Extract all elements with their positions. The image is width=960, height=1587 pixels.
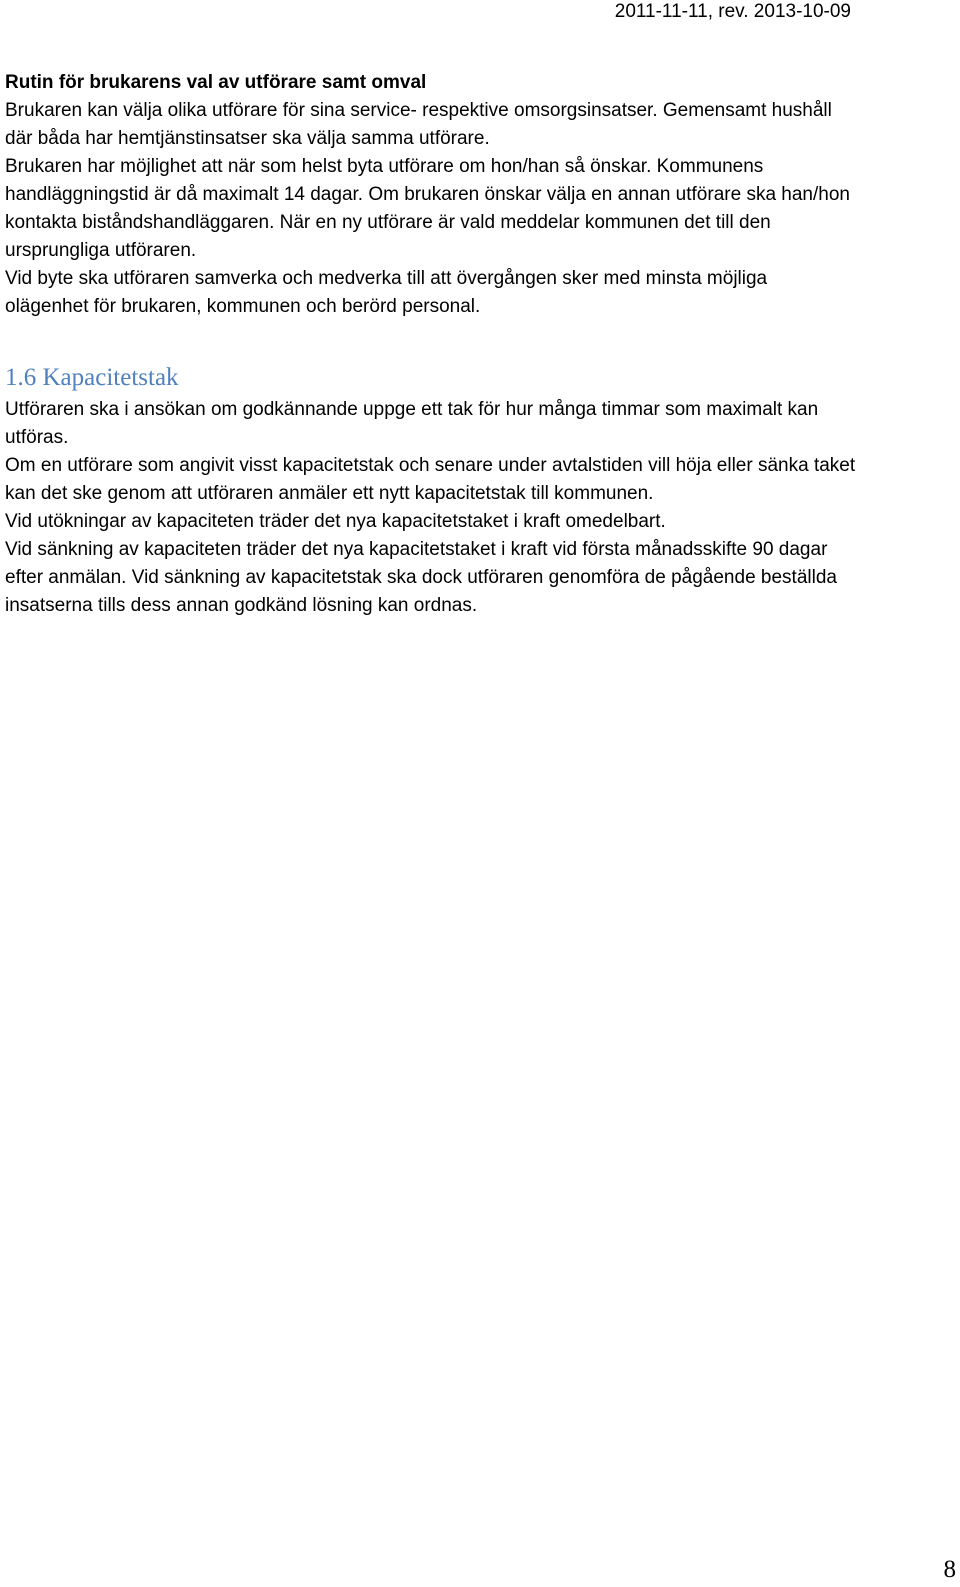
document-body [5, 69, 955, 620]
paragraph-line: insatserna tills dess annan godkänd lösning kan ordnas. [5, 595, 478, 616]
paragraph-line: Brukaren har möjlighet att när som helst byta utförare om hon/han så önskar. Kommunens [5, 156, 764, 177]
paragraph-line: där båda har hemtjänstinsatser ska välja samma utförare. [5, 128, 490, 149]
paragraph-line: Brukaren kan välja olika utförare för sina service- respektive omsorgsinsatser. Gemensamt hushåll [5, 100, 832, 121]
section-title: Rutin för brukarens val av utförare samt omval [5, 72, 427, 93]
paragraph-line: kontakta biståndshandläggaren. När en ny utförare är vald meddelar kommunen det till den [5, 212, 771, 233]
paragraph-line: ursprungliga utföraren. [5, 240, 197, 261]
paragraph-line: utföras. [5, 427, 69, 448]
section-heading-kapacitetstak: 1.6 Kapacitetstak [5, 364, 179, 391]
paragraph-line: Utföraren ska i ansökan om godkännande uppge ett tak för hur många timmar som maximalt kan [5, 399, 819, 420]
paragraph-line: kan det ske genom att utföraren anmäler ett nytt kapacitetstak till kommunen. [5, 483, 654, 504]
paragraph-line: Om en utförare som angivit visst kapacitetstak och senare under avtalstiden vill höja eller sänka taket [5, 455, 856, 476]
section-spacer [5, 321, 955, 360]
paragraph-line: efter anmälan. Vid sänkning av kapacitetstak ska dock utföraren genomföra de pågående beställda [5, 567, 837, 588]
paragraph-line: Vid byte ska utföraren samverka och medverka till att övergången sker med minsta möjliga [5, 268, 768, 289]
paragraph-line: olägenhet för brukaren, kommunen och berörd personal. [5, 296, 481, 317]
paragraph-line: Vid utökningar av kapaciteten träder det nya kapacitetstaket i kraft omedelbart. [5, 511, 666, 532]
paragraph-line: handläggningstid är då maximalt 14 dagar. Om brukaren önskar välja en annan utförare ska han/hon [5, 184, 850, 205]
paragraph-line: Vid sänkning av kapaciteten träder det nya kapacitetstaket i kraft vid första månadsskifte 90 dagar [5, 539, 828, 560]
page-number: 8 [943, 1556, 956, 1583]
document-date: 2011-11-11, rev. 2013-10-09 [614, 1, 851, 22]
